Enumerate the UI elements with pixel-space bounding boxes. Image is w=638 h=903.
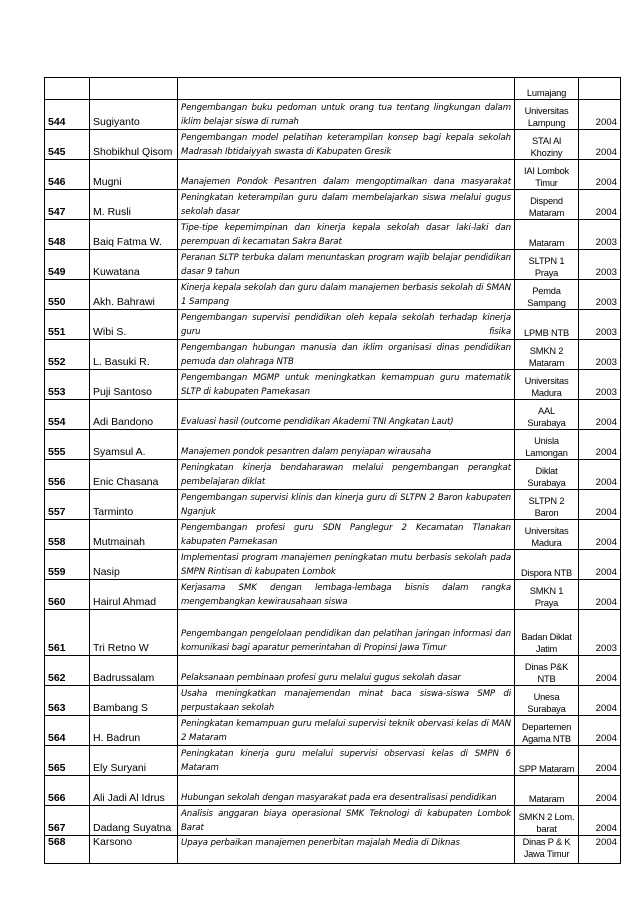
cell-title: Pengembangan pengelolaan pendidikan dan pelatihan jaringan informasi dan komunikasi bagi aparatur pemerintahan di Propinsi Jawa Timur bbox=[178, 610, 515, 656]
cell-year: 2004 bbox=[579, 460, 621, 490]
cell-title: Pengembangan model pelatihan keterampilan konsep bagi kepala sekolah Madrasah Ibtidaiyyah swasta di Kabupaten Gresik bbox=[178, 130, 515, 160]
cell-title: Peranan SLTP terbuka dalam menuntaskan program wajib belajar pendidikan dasar 9 tahun bbox=[178, 250, 515, 280]
cell-title: Pengembangan MGMP untuk meningkatkan kemampuan guru matematik SLTP di kabupaten Pamekasan bbox=[178, 370, 515, 400]
cell-institution: Pemda Sampang bbox=[515, 280, 579, 310]
cell-institution: Unisla Lamongan bbox=[515, 430, 579, 460]
table-row bbox=[45, 400, 621, 430]
table-row bbox=[45, 746, 621, 776]
table-row bbox=[45, 776, 621, 806]
cell-institution: Departemen Agama NTB bbox=[515, 716, 579, 746]
cell-year: 2003 bbox=[579, 220, 621, 250]
table-row bbox=[45, 280, 621, 310]
cell-number: 548 bbox=[45, 220, 90, 250]
cell-year: 2003 bbox=[579, 610, 621, 656]
cell-number: 551 bbox=[45, 310, 90, 340]
cell-year: 2004 bbox=[579, 550, 621, 580]
research-table bbox=[44, 77, 621, 864]
cell-name: Mutmainah bbox=[90, 520, 178, 550]
cell-institution: Badan Diklat Jatim bbox=[515, 610, 579, 656]
cell-title: Peningkatan keterampilan guru dalam membelajarkan siswa melalui gugus sekolah dasar bbox=[178, 190, 515, 220]
cell-institution: SLTPN 2 Baron bbox=[515, 490, 579, 520]
cell-year bbox=[579, 78, 621, 100]
cell-institution: Universitas Lampung bbox=[515, 100, 579, 130]
cell-title: Manajemen pondok pesantren dalam penyiapan wirausaha bbox=[178, 430, 515, 460]
table-row bbox=[45, 78, 621, 100]
cell-title: Pelaksanaan pembinaan profesi guru melalui gugus sekolah dasar bbox=[178, 656, 515, 686]
cell-number: 547 bbox=[45, 190, 90, 220]
table-row bbox=[45, 220, 621, 250]
cell-year: 2004 bbox=[579, 746, 621, 776]
cell-title: Kerjasama SMK dengan lembaga-lembaga bisnis dalam rangka mengembangkan kewirausahaan siswa bbox=[178, 580, 515, 610]
table-row bbox=[45, 370, 621, 400]
cell-title: Implementasi program manajemen peningkatan mutu berbasis sekolah pada SMPN Rintisan di kabupaten Lombok bbox=[178, 550, 515, 580]
cell-name bbox=[90, 78, 178, 100]
cell-number: 556 bbox=[45, 460, 90, 490]
cell-name: Hairul Ahmad bbox=[90, 580, 178, 610]
table-row bbox=[45, 100, 621, 130]
cell-title: Tipe-tipe kepemimpinan dan kinerja kepala sekolah dasar laki-laki dan perempuan di kecamatan Sakra Barat bbox=[178, 220, 515, 250]
table-row bbox=[45, 686, 621, 716]
table-row bbox=[45, 580, 621, 610]
cell-institution: Mataram bbox=[515, 220, 579, 250]
cell-name: Shobikhul Qisom bbox=[90, 130, 178, 160]
table-row bbox=[45, 190, 621, 220]
cell-name: Tarminto bbox=[90, 490, 178, 520]
cell-number: 562 bbox=[45, 656, 90, 686]
cell-year: 2003 bbox=[579, 310, 621, 340]
cell-number: 564 bbox=[45, 716, 90, 746]
cell-name: Akh. Bahrawi bbox=[90, 280, 178, 310]
cell-institution: Dispend Mataram bbox=[515, 190, 579, 220]
cell-institution: Universitas Madura bbox=[515, 520, 579, 550]
cell-number: 545 bbox=[45, 130, 90, 160]
cell-name: Ali Jadi Al Idrus bbox=[90, 776, 178, 806]
cell-name: Ely Suryani bbox=[90, 746, 178, 776]
table-row bbox=[45, 310, 621, 340]
cell-institution: Unesa Surabaya bbox=[515, 686, 579, 716]
cell-year: 2004 bbox=[579, 100, 621, 130]
cell-number bbox=[45, 78, 90, 100]
cell-year: 2003 bbox=[579, 340, 621, 370]
cell-name: L. Basuki R. bbox=[90, 340, 178, 370]
cell-name: Adi Bandono bbox=[90, 400, 178, 430]
cell-title: Kinerja kepala sekolah dan guru dalam manajemen berbasis sekolah di SMAN 1 Sampang bbox=[178, 280, 515, 310]
table-row bbox=[45, 130, 621, 160]
cell-name: Puji Santoso bbox=[90, 370, 178, 400]
cell-year: 2004 bbox=[579, 520, 621, 550]
cell-institution: LPMB NTB bbox=[515, 310, 579, 340]
cell-title: Pengembangan supervisi klinis dan kinerja guru di SLTPN 2 Baron kabupaten Nganjuk bbox=[178, 490, 515, 520]
cell-year: 2004 bbox=[579, 430, 621, 460]
cell-name: Dadang Suyatna bbox=[90, 806, 178, 836]
table-row bbox=[45, 806, 621, 836]
cell-title: Pengembangan profesi guru SDN Panglegur 2 Kecamatan Tlanakan kabupaten Pamekasan bbox=[178, 520, 515, 550]
cell-number: 546 bbox=[45, 160, 90, 190]
cell-name: Enic Chasana bbox=[90, 460, 178, 490]
cell-title: Pengembangan supervisi pendidikan oleh kepala sekolah terhadap kinerja guru fisika bbox=[178, 310, 515, 340]
cell-year: 2003 bbox=[579, 250, 621, 280]
cell-year: 2004 bbox=[579, 716, 621, 746]
cell-name: Syamsul A. bbox=[90, 430, 178, 460]
cell-name: Nasip bbox=[90, 550, 178, 580]
cell-year: 2004 bbox=[579, 130, 621, 160]
cell-year: 2004 bbox=[579, 400, 621, 430]
table-row bbox=[45, 430, 621, 460]
cell-name: Karsono bbox=[90, 836, 178, 864]
cell-year: 2004 bbox=[579, 836, 621, 864]
cell-title: Upaya perbaikan manajemen penerbitan majalah Media di Diknas bbox=[178, 836, 515, 864]
cell-name: Wibi S. bbox=[90, 310, 178, 340]
cell-institution: Dinas P&K NTB bbox=[515, 656, 579, 686]
table-row bbox=[45, 656, 621, 686]
cell-institution: STAI Al Khoziny bbox=[515, 130, 579, 160]
cell-number: 566 bbox=[45, 776, 90, 806]
table-row bbox=[45, 460, 621, 490]
cell-title: Usaha meningkatkan manajemendan minat baca siswa-siswa SMP di perpustakaan sekolah bbox=[178, 686, 515, 716]
cell-year: 2004 bbox=[579, 686, 621, 716]
cell-name: H. Badrun bbox=[90, 716, 178, 746]
table-row bbox=[45, 550, 621, 580]
cell-institution: SMKN 2 Lom. barat bbox=[515, 806, 579, 836]
cell-institution: IAI Lombok Timur bbox=[515, 160, 579, 190]
cell-number: 567 bbox=[45, 806, 90, 836]
table-row bbox=[45, 250, 621, 280]
cell-name: Kuwatana bbox=[90, 250, 178, 280]
cell-number: 557 bbox=[45, 490, 90, 520]
cell-title: Manajemen Pondok Pesantren dalam mengoptimalkan dana masyarakat bbox=[178, 160, 515, 190]
cell-year: 2003 bbox=[579, 370, 621, 400]
cell-institution: Dinas P & K Jawa Timur bbox=[515, 836, 579, 864]
cell-number: 561 bbox=[45, 610, 90, 656]
table-row bbox=[45, 490, 621, 520]
cell-institution: AAL Surabaya bbox=[515, 400, 579, 430]
cell-name: Badrussalam bbox=[90, 656, 178, 686]
table-row bbox=[45, 716, 621, 746]
cell-title: Pengembangan hubungan manusia dan iklim organisasi dinas pendidikan pemuda dan olahraga NTB bbox=[178, 340, 515, 370]
cell-number: 552 bbox=[45, 340, 90, 370]
cell-title bbox=[178, 78, 515, 100]
cell-institution: Diklat Surabaya bbox=[515, 460, 579, 490]
table-row bbox=[45, 520, 621, 550]
cell-name: Tri Retno W bbox=[90, 610, 178, 656]
cell-institution: SLTPN 1 Praya bbox=[515, 250, 579, 280]
cell-number: 555 bbox=[45, 430, 90, 460]
cell-title: Evaluasi hasil (outcome pendidikan Akademi TNI Angkatan Laut) bbox=[178, 400, 515, 430]
cell-year: 2003 bbox=[579, 280, 621, 310]
cell-number: 554 bbox=[45, 400, 90, 430]
cell-number: 563 bbox=[45, 686, 90, 716]
cell-number: 568 bbox=[45, 836, 90, 864]
cell-institution: Mataram bbox=[515, 776, 579, 806]
cell-year: 2004 bbox=[579, 580, 621, 610]
table-row bbox=[45, 610, 621, 656]
cell-name: M. Rusli bbox=[90, 190, 178, 220]
cell-number: 544 bbox=[45, 100, 90, 130]
cell-institution: Universitas Madura bbox=[515, 370, 579, 400]
cell-year: 2004 bbox=[579, 160, 621, 190]
cell-number: 559 bbox=[45, 550, 90, 580]
cell-institution: Dispora NTB bbox=[515, 550, 579, 580]
cell-year: 2004 bbox=[579, 490, 621, 520]
cell-year: 2004 bbox=[579, 806, 621, 836]
cell-institution: Lumajang bbox=[515, 78, 579, 100]
cell-institution: SPP Mataram bbox=[515, 746, 579, 776]
table-body bbox=[45, 78, 621, 864]
cell-title: Analisis anggaran biaya operasional SMK Teknologi di kabupaten Lombok Barat bbox=[178, 806, 515, 836]
cell-number: 553 bbox=[45, 370, 90, 400]
cell-institution: SMKN 1 Praya bbox=[515, 580, 579, 610]
cell-number: 549 bbox=[45, 250, 90, 280]
cell-title: Peningkatan kemampuan guru melalui supervisi teknik obervasi kelas di MAN 2 Mataram bbox=[178, 716, 515, 746]
cell-name: Baiq Fatma W. bbox=[90, 220, 178, 250]
table-row bbox=[45, 160, 621, 190]
cell-institution: SMKN 2 Mataram bbox=[515, 340, 579, 370]
cell-name: Bambang S bbox=[90, 686, 178, 716]
cell-number: 565 bbox=[45, 746, 90, 776]
cell-name: Sugiyanto bbox=[90, 100, 178, 130]
cell-year: 2004 bbox=[579, 656, 621, 686]
cell-title: Hubungan sekolah dengan masyarakat pada era desentralisasi pendidikan bbox=[178, 776, 515, 806]
cell-title: Peningkatan kinerja guru melalui supervisi observasi kelas di SMPN 6 Mataram bbox=[178, 746, 515, 776]
cell-title: Pengembangan buku pedoman untuk orang tua tentang lingkungan dalam iklim belajar siswa di rumah bbox=[178, 100, 515, 130]
cell-name: Mugni bbox=[90, 160, 178, 190]
cell-number: 550 bbox=[45, 280, 90, 310]
cell-number: 558 bbox=[45, 520, 90, 550]
cell-number: 560 bbox=[45, 580, 90, 610]
cell-title: Peningkatan kinerja bendaharawan melalui pengembangan perangkat pembelajaran diklat bbox=[178, 460, 515, 490]
cell-year: 2004 bbox=[579, 190, 621, 220]
table-row bbox=[45, 340, 621, 370]
cell-year: 2004 bbox=[579, 776, 621, 806]
table-row bbox=[45, 836, 621, 864]
